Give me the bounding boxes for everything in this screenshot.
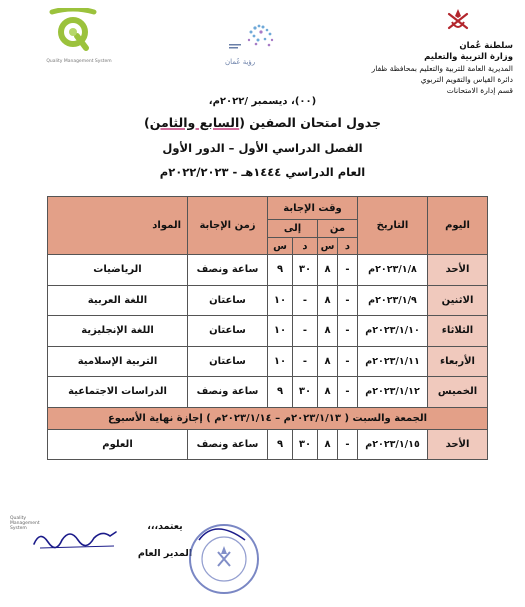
cell-date: ٢٠٢٣/١/١٠م xyxy=(358,316,428,347)
cell-to-hours: ٩ xyxy=(268,377,293,408)
header-duration: زمن الإجابة xyxy=(188,197,268,255)
table-row xyxy=(48,429,488,460)
cell-subject: اللغة الإنجليزية xyxy=(48,316,188,347)
cell-to-minutes: - xyxy=(293,285,318,316)
document-title xyxy=(0,115,525,130)
title-grades: السابع والثامن xyxy=(149,115,240,130)
header-from: من xyxy=(318,220,358,238)
table-row xyxy=(48,285,488,316)
cell-to-hours: ١٠ xyxy=(268,316,293,347)
oman-emblem-icon xyxy=(443,6,473,36)
ministry-line-5: قسم إدارة الامتحانات xyxy=(446,86,513,95)
ministry-line-3: المديرية العامة للتربية والتعليم بمحافظة ظفار xyxy=(371,64,513,73)
header-to-minutes: د xyxy=(293,238,318,255)
ministry-line-4: دائرة القياس والتقويم التربوي xyxy=(420,75,513,84)
cell-to-hours: ١٠ xyxy=(268,285,293,316)
header-to-hours: س xyxy=(268,238,293,255)
cell-day: الأحد xyxy=(428,255,488,286)
cell-from-minutes: - xyxy=(338,377,358,408)
cell-from-minutes: - xyxy=(338,346,358,377)
cell-subject: العلوم xyxy=(48,429,188,460)
header-from-minutes: د xyxy=(338,238,358,255)
cell-from-minutes: - xyxy=(338,316,358,347)
ministry-line-1: سلطنة عُمان xyxy=(459,41,513,51)
cell-date: ٢٠٢٣/١/١٢م xyxy=(358,377,428,408)
cell-subject: الرياضيات xyxy=(48,255,188,286)
cell-day: الأربعاء xyxy=(428,346,488,377)
table-row xyxy=(48,346,488,377)
vision-text: رؤية عُمان xyxy=(225,58,256,66)
academic-year-line: العام الدراسي ١٤٤٤هـ - ٢٠٢٢/٢٠٢٣م xyxy=(159,165,366,179)
cell-to-hours: ٩ xyxy=(268,255,293,286)
cell-to-minutes: ٣٠ xyxy=(293,429,318,460)
weekend-row xyxy=(48,407,488,429)
vision-swirl-icon xyxy=(225,18,295,56)
handwritten-date-signature xyxy=(30,522,120,552)
cell-subject: الدراسات الاجتماعية xyxy=(48,377,188,408)
footer-corner-caption: Quality Management System xyxy=(10,516,40,531)
official-stamp xyxy=(185,520,263,598)
header-day: اليوم xyxy=(428,197,488,255)
header-to: إلى xyxy=(268,220,318,238)
cell-from-minutes: - xyxy=(338,255,358,286)
ministry-header xyxy=(363,6,513,96)
cell-duration: ساعتان xyxy=(188,316,268,347)
header-date: التاريخ xyxy=(358,197,428,255)
quality-caption: Quality Management System xyxy=(46,59,112,64)
cell-day: الاثنين xyxy=(428,285,488,316)
cell-duration: ساعتان xyxy=(188,285,268,316)
cell-from-hours: ٨ xyxy=(318,377,338,408)
cell-day: الأحد xyxy=(428,429,488,460)
cell-from-hours: ٨ xyxy=(318,346,338,377)
cell-subject: اللغة العربية xyxy=(48,285,188,316)
cell-to-minutes: - xyxy=(293,316,318,347)
approved-text: يعتمد،،، xyxy=(147,521,183,532)
cell-from-hours: ٨ xyxy=(318,316,338,347)
cell-to-hours: ١٠ xyxy=(268,346,293,377)
title-prefix: جدول امتحان الصفين ( xyxy=(239,115,381,130)
cell-date: ٢٠٢٣/١/٨م xyxy=(358,255,428,286)
cell-day: الثلاثاء xyxy=(428,316,488,347)
table-row xyxy=(48,377,488,408)
cell-date: ٢٠٢٣/١/٩م xyxy=(358,285,428,316)
director-title: المدير العام xyxy=(137,548,193,559)
cell-from-hours: ٨ xyxy=(318,429,338,460)
quality-logo xyxy=(44,8,112,64)
cell-day: الخميس xyxy=(428,377,488,408)
cell-subject: التربية الإسلامية xyxy=(48,346,188,377)
cell-duration: ساعتان xyxy=(188,346,268,377)
table-row xyxy=(48,316,488,347)
table-row xyxy=(48,255,488,286)
exam-table xyxy=(47,196,488,460)
header-from-hours: س xyxy=(318,238,338,255)
cell-to-hours: ٩ xyxy=(268,429,293,460)
cell-from-hours: ٨ xyxy=(318,285,338,316)
semester-line: الفصل الدراسي الأول – الدور الأول xyxy=(162,141,363,155)
cell-from-minutes: - xyxy=(338,285,358,316)
exam-table-wrapper xyxy=(47,196,487,460)
cell-duration: ساعة ونصف xyxy=(188,377,268,408)
cell-from-minutes: - xyxy=(338,429,358,460)
ministry-line-2: وزارة التربية والتعليم xyxy=(424,52,513,62)
document-date: (٠٠)، ديسمبر /٢٠٢٢م، xyxy=(208,96,317,107)
oman-vision-logo xyxy=(225,18,295,66)
cell-date: ٢٠٢٣/١/١٥م xyxy=(358,429,428,460)
cell-to-minutes: ٣٠ xyxy=(293,255,318,286)
cell-duration: ساعة ونصف xyxy=(188,429,268,460)
cell-to-minutes: - xyxy=(293,346,318,377)
weekend-note: الجمعة والسبت ( ٢٠٢٣/١/١٣م – ٢٠٢٣/١/١٤م ) إجازة نهاية الأسبوع xyxy=(48,407,488,429)
cell-to-minutes: ٣٠ xyxy=(293,377,318,408)
cell-date: ٢٠٢٣/١/١١م xyxy=(358,346,428,377)
cell-from-hours: ٨ xyxy=(318,255,338,286)
cell-duration: ساعة ونصف xyxy=(188,255,268,286)
quality-q-icon xyxy=(44,8,102,54)
header-subjects: المواد xyxy=(48,197,188,255)
title-suffix: ) xyxy=(144,115,150,130)
header-answer-time: وقت الإجابة xyxy=(268,197,358,220)
